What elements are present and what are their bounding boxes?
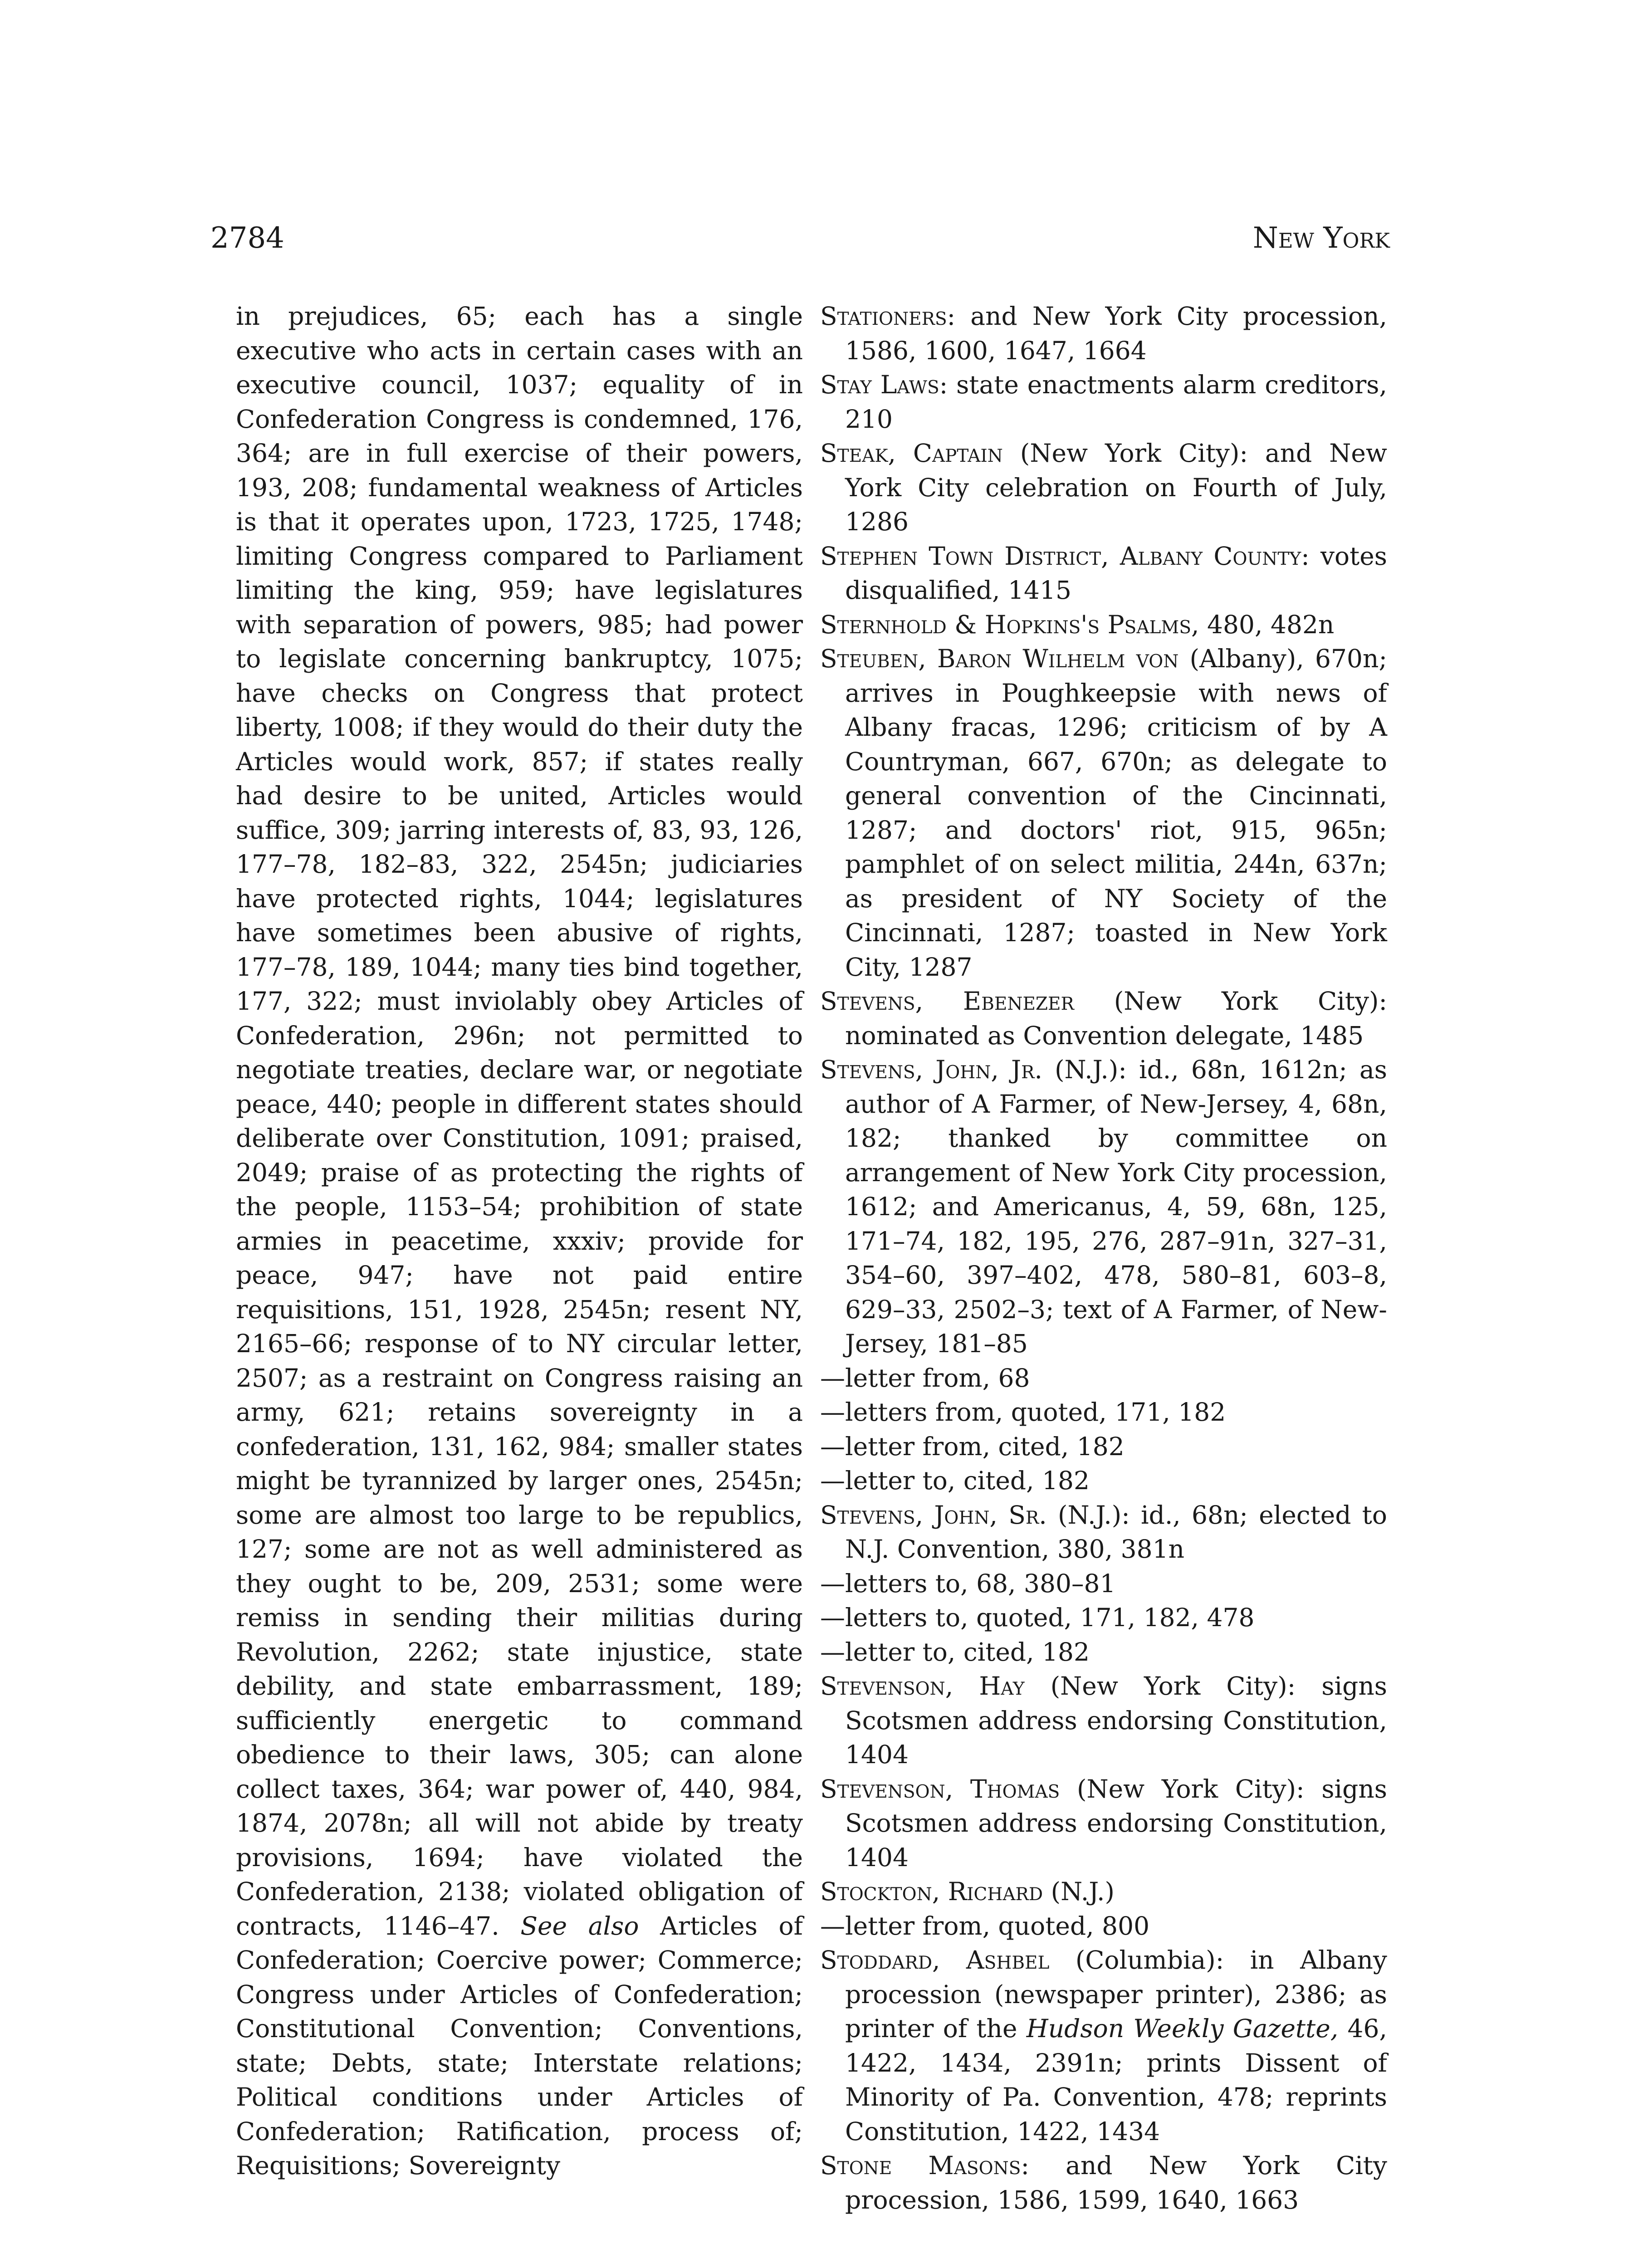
entry-text: (N.J.): id., 68n, 1612n; as author of A Farmer, of New-Jersey, 4, 68n, 182; thanked by committee on arrangement of New York City procession, 1612; and Americanus, 4, 59, 68n, 125, 171–74, 182, 195, 276, 287–91n, 327–31, 354–60, 397–402, 478, 580–81, 603–8, 629–33, 2502–3; text of A Farmer, of New-Jersey, 181–85 xyxy=(845,1055,1388,1358)
subentry: —letter to, cited, 182 xyxy=(820,1466,1090,1495)
entry-heading: Stevens, Ebenezer xyxy=(820,987,1074,1016)
index-entry-stephen-town xyxy=(820,539,1387,608)
entry-text: (N.J.) xyxy=(1043,1877,1115,1906)
running-head: New York xyxy=(1252,221,1390,255)
entry-heading: Stevens, John, Jr. xyxy=(820,1055,1042,1084)
entry-text: (N.J.): id., 68n; elected to N.J. Convention, 380, 381n xyxy=(845,1500,1387,1564)
subentry: —letter from, quoted, 800 xyxy=(820,1911,1150,1941)
subentry: —letter from, cited, 182 xyxy=(820,1432,1125,1461)
entry-heading: Stationers xyxy=(820,302,947,331)
page-number: 2784 xyxy=(210,221,284,255)
entry-heading: Stoddard, Ashbel xyxy=(820,1945,1050,1975)
entry-text: , 480, 482n xyxy=(1191,610,1335,639)
continuation-text: in prejudices, 65; each has a single executive who acts in certain cases with an executive council, 1037; equality of in Confederation Congress is condemned, 176, 364; are in full exercise of their powers, 193, 208; fundamental weakness of Articles is that it operates upon, 1723, 1725, 1748; limiting Congress compared to Parliament limiting the king, 959; have legislatures with separation of powers, 985; had power to legislate concerning bankruptcy, 1075; have checks on Congress that protect liberty, 1008; if they would do their duty the Articles would work, 857; if states really had desire to be united, Articles would suffice, 309; jarring interests of, 83, 93, 126, 177–78, 182–83, 322, 2545n; judiciaries have protected rights, 1044; legislatures have sometimes been abusive of rights, 177–78, 189, 1044; many ties bind together, 177, 322; must inviolably obey Articles of Confederation, 296n; not permitted to negotiate treaties, declare war, or negotiate peace, 440; people in different states should deliberate over Constitution, 1091; praised, 2049; praise of as protecting the rights of the people, 1153–54; prohibition of state armies in peacetime, xxxiv; provide for peace, 947; have not paid entire requisitions, 151, 1928, 2545n; resent NY, 2165–66; response of to NY circular letter, 2507; as a restraint on Congress raising an army, 621; retains sovereignty in a confederation, 131, 162, 984; smaller states might be tyrannized by larger ones, 2545n; some are almost too large to be republics, 127; some are not as well administered as they ought to be, 209, 2531; some were remiss in sending their militias during Revolution, 2262; state injustice, state debility, and state embarrassment, 189; sufficiently energetic to command obedience to their laws, 305; can alone collect taxes, 364; war power of, 440, 984, 1874, 2078n; all will not abide by treaty provisions, 1694; have violated the Confederation, 2138; violated obligation of contracts, 1146–47. xyxy=(236,302,803,1941)
index-entry-steak xyxy=(820,436,1387,539)
entry-heading: Stevens, John, Sr. xyxy=(820,1500,1047,1530)
index-entry-stevens-ebenezer xyxy=(820,984,1387,1053)
entry-heading: Stevenson, Hay xyxy=(820,1672,1025,1701)
entry-text: (New York City): signs Scotsmen address endorsing Constitution, 1404 xyxy=(845,1672,1388,1769)
see-also-text: Articles of Confederation; Coercive power; Commerce; Congress under Articles of Confederation; Constitutional Convention; Conventions, state; Debts, state; Interstate relations; Political conditions under Articles of Confederation; Ratification, process of; Requisitions; Sovereignty xyxy=(236,1911,803,2180)
subentry: —letters to, quoted, 171, 182, 478 xyxy=(820,1603,1255,1632)
see-also-label: See also xyxy=(520,1911,639,1941)
entry-text: (Columbia): in Albany procession (newspaper printer), 2386; as printer of the xyxy=(845,1945,1387,2043)
index-entry-stay-laws xyxy=(820,368,1387,436)
subentry: —letter to, cited, 182 xyxy=(820,1637,1090,1667)
index-continuation xyxy=(236,299,803,2183)
entry-heading: Stay Laws xyxy=(820,370,939,399)
entry-text: : and New York City procession, 1586, 1600, 1647, 1664 xyxy=(845,302,1387,365)
entry-text: (New York City): nominated as Convention delegate, 1485 xyxy=(845,987,1387,1050)
index-entry-stevens-john-jr xyxy=(820,1053,1387,1361)
index-entry-stevenson-hay xyxy=(820,1669,1387,1772)
index-entry-stone-masons xyxy=(820,2149,1387,2217)
subentry: —letters to, 68, 380–81 xyxy=(820,1569,1116,1598)
entry-heading: Sternhold & Hopkins's Psalms xyxy=(820,610,1192,639)
index-entry-steuben xyxy=(820,642,1387,984)
page-header xyxy=(210,218,1390,259)
entry-text: (New York City): signs Scotsmen address endorsing Constitution, 1404 xyxy=(845,1774,1388,1872)
left-column xyxy=(236,299,803,2183)
entry-text: (Albany), 670n; arrives in Poughkeepsie with news of Albany fracas, 1296; criticism of by A Countryman, 667, 670n; as delegate to general convention of the Cincinnati, 1287; and doctors' riot, 915, 965n; pamphlet of on select militia, 244n, 637n; as president of NY Society of the Cincinnati, 1287; toasted in New York City, 1287 xyxy=(845,644,1387,982)
entry-heading: Stevenson, Thomas xyxy=(820,1774,1060,1804)
entry-heading: Stephen Town District, Albany County xyxy=(820,541,1301,571)
subentry: —letter from, 68 xyxy=(820,1363,1030,1393)
index-entry-sternhold xyxy=(820,608,1387,642)
index-entry-stevens-john-sr xyxy=(820,1498,1387,1567)
entry-text: : and New York City procession, 1586, 1599, 1640, 1663 xyxy=(845,2151,1387,2214)
entry-heading: Steuben, Baron Wilhelm von xyxy=(820,644,1179,673)
entry-heading: Steak, Captain xyxy=(820,439,1003,468)
newspaper-title: Hudson Weekly Gazette, xyxy=(1026,2014,1339,2043)
index-entry-stevenson-thomas xyxy=(820,1772,1387,1875)
entry-text: : state enactments alarm creditors, 210 xyxy=(845,370,1387,434)
entry-text: 46, 1422, 1434, 2391n; prints Dissent of Minority of Pa. Convention, 478; reprints Constitution, 1422, 1434 xyxy=(845,2014,1387,2146)
entry-text: : votes disqualified, 1415 xyxy=(845,541,1388,605)
entry-heading: Stone Masons xyxy=(820,2151,1021,2180)
subentry: —letters from, quoted, 171, 182 xyxy=(820,1398,1226,1427)
index-entry-stationers xyxy=(820,299,1387,368)
entry-heading: Stockton, Richard xyxy=(820,1877,1043,1906)
right-column xyxy=(820,299,1387,2217)
index-entry-stoddard xyxy=(820,1943,1387,2149)
index-entry-stockton xyxy=(820,1875,1387,1909)
entry-text: (New York City): and New York City celebration on Fourth of July, 1286 xyxy=(845,439,1388,536)
